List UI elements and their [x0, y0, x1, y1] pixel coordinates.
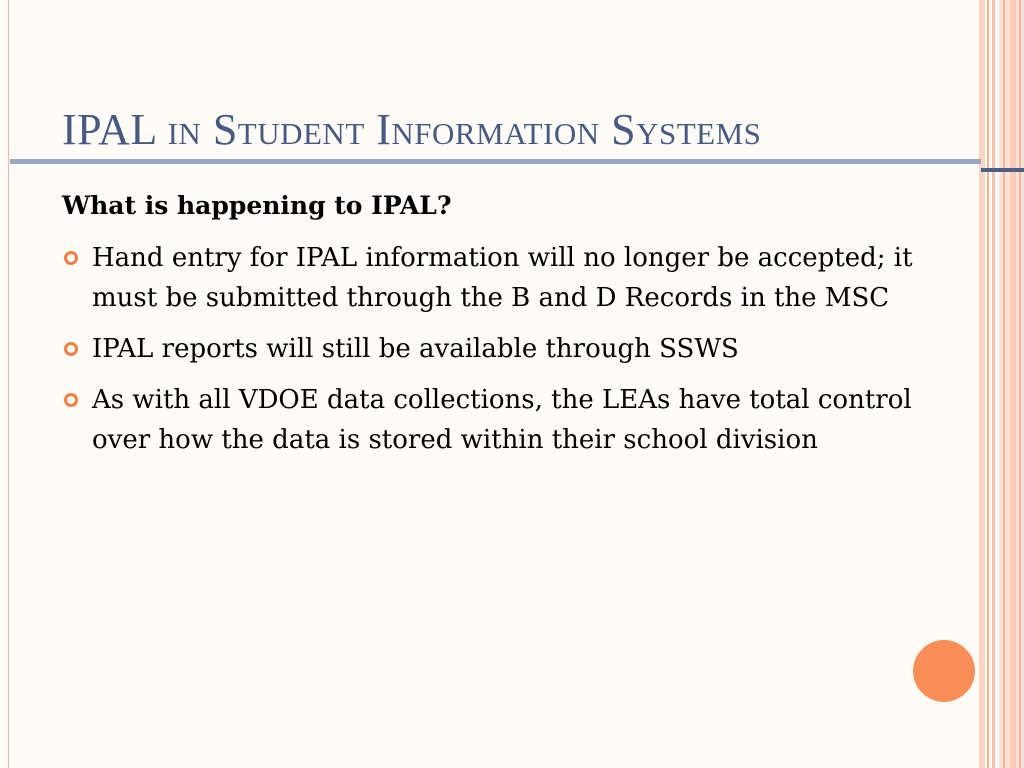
right-stripe [1019, 0, 1021, 768]
right-stripe [1010, 0, 1016, 768]
slide-title: IPAL in Student Information Systems [62, 105, 762, 154]
bullet-item [62, 329, 972, 369]
title-underline [10, 159, 981, 164]
ring-bullet-icon [64, 251, 78, 265]
slide-content [62, 186, 972, 471]
ring-bullet-icon [64, 393, 78, 407]
title-underline-accent [981, 168, 1024, 172]
right-stripe [987, 0, 989, 768]
right-stripe [979, 0, 985, 768]
right-stripe [992, 0, 995, 768]
right-stripe [1003, 0, 1005, 768]
bullet-list [62, 238, 972, 460]
left-border-line [8, 0, 9, 768]
bullet-item [62, 380, 972, 460]
bullet-text: IPAL reports will still be available through SSWS [92, 334, 739, 364]
bullet-item [62, 238, 972, 318]
section-heading: What is happening to IPAL? [62, 191, 452, 220]
decorative-circle-icon [913, 640, 975, 702]
bullet-text: Hand entry for IPAL information will no longer be accepted; it must be submitted through the B and D Records in the MSC [92, 243, 913, 313]
ring-bullet-icon [64, 342, 78, 356]
bullet-text: As with all VDOE data collections, the LEAs have total control over how the data is stored within their school division [92, 385, 912, 455]
